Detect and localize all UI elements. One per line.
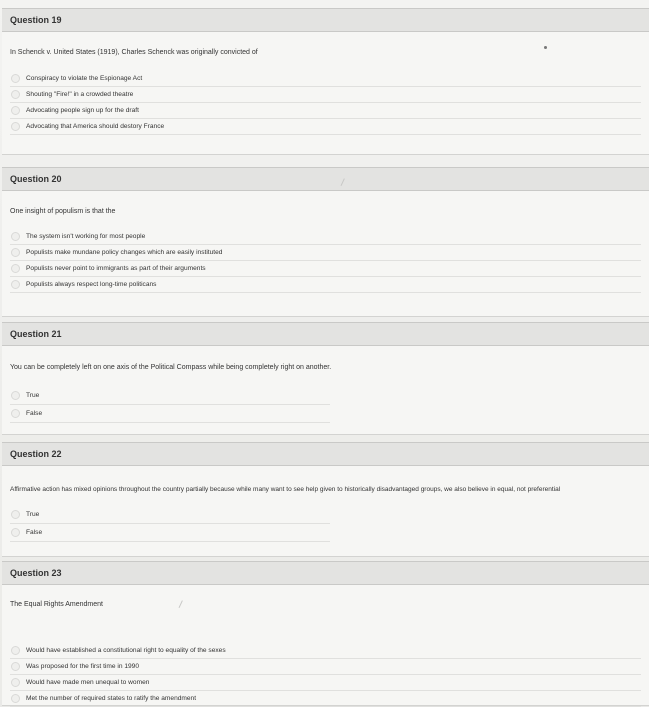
question-20: [2, 167, 649, 317]
answer-option[interactable]: [10, 691, 641, 707]
answer-option[interactable]: [10, 506, 330, 524]
question-prompt: The Equal Rights Amendment: [10, 601, 103, 608]
stray-mark: [179, 600, 187, 609]
radio-button-icon[interactable]: [11, 106, 20, 115]
radio-button-icon[interactable]: [11, 528, 20, 537]
option-label: Would have made men unequal to women: [26, 679, 150, 686]
option-label: Conspiracy to violate the Espionage Act: [26, 75, 143, 82]
option-label: False: [26, 410, 43, 417]
question-body: [2, 346, 649, 435]
answer-option[interactable]: [10, 405, 330, 423]
option-label: The system isn't working for most people: [26, 233, 146, 240]
answer-option[interactable]: [10, 277, 641, 293]
option-label: True: [26, 392, 40, 399]
answer-options: [10, 643, 641, 707]
option-label: Populists always respect long-time politicans: [26, 281, 157, 288]
radio-button-icon[interactable]: [11, 248, 20, 257]
radio-button-icon[interactable]: [11, 74, 20, 83]
question-body: [2, 191, 649, 317]
question-prompt: Affirmative action has mixed opinions throughout the country partially because while many want to see help given to historically disadvantaged groups, we also believe in equal, not preferential: [10, 486, 561, 493]
question-prompt: You can be completely left on one axis of the Political Compass while being completely right on another.: [10, 364, 332, 371]
stray-mark: [544, 46, 547, 49]
question-21: [2, 322, 649, 435]
radio-button-icon[interactable]: [11, 409, 20, 418]
answer-option[interactable]: [10, 643, 641, 659]
radio-button-icon[interactable]: [11, 510, 20, 519]
question-title: Question 19: [2, 8, 649, 32]
answer-options: [10, 71, 641, 135]
option-label: Would have established a constitutional right to equality of the sexes: [26, 647, 226, 654]
question-body: [2, 585, 649, 706]
answer-option[interactable]: [10, 229, 641, 245]
option-label: Advocating people sign up for the draft: [26, 107, 139, 114]
answer-option[interactable]: [10, 245, 641, 261]
option-label: Shouting "Fire!" in a crowded theatre: [26, 91, 134, 98]
option-label: True: [26, 511, 40, 518]
answer-option[interactable]: [10, 659, 641, 675]
option-label: Was proposed for the first time in 1990: [26, 663, 140, 670]
option-label: Populists never point to immigrants as part of their arguments: [26, 265, 206, 272]
answer-option[interactable]: [10, 71, 641, 87]
radio-button-icon[interactable]: [11, 122, 20, 131]
answer-option[interactable]: [10, 119, 641, 135]
radio-button-icon[interactable]: [11, 90, 20, 99]
question-prompt: In Schenck v. United States (1919), Charles Schenck was originally convicted of: [10, 49, 258, 56]
answer-option[interactable]: [10, 387, 330, 405]
question-body: [2, 466, 649, 557]
option-label: Populists make mundane policy changes which are easily instituted: [26, 249, 223, 256]
option-label: Met the number of required states to ratify the amendment: [26, 695, 197, 702]
answer-option[interactable]: [10, 675, 641, 691]
answer-options: [10, 506, 330, 542]
answer-option[interactable]: [10, 103, 641, 119]
radio-button-icon[interactable]: [11, 232, 20, 241]
radio-button-icon[interactable]: [11, 662, 20, 671]
option-label: False: [26, 529, 43, 536]
option-label: Advocating that America should destory France: [26, 123, 165, 130]
answer-option[interactable]: [10, 524, 330, 542]
answer-options: [10, 387, 330, 423]
question-title: Question 21: [2, 322, 649, 346]
question-22: [2, 442, 649, 557]
question-title: Question 20: [2, 167, 649, 191]
question-19: [2, 8, 649, 155]
radio-button-icon[interactable]: [11, 678, 20, 687]
radio-button-icon[interactable]: [11, 391, 20, 400]
question-title: Question 22: [2, 442, 649, 466]
answer-options: [10, 229, 641, 293]
radio-button-icon[interactable]: [11, 280, 20, 289]
question-body: [2, 32, 649, 155]
question-prompt: One insight of populism is that the: [10, 208, 116, 215]
question-title: Question 23: [2, 561, 649, 585]
answer-option[interactable]: [10, 261, 641, 277]
radio-button-icon[interactable]: [11, 694, 20, 703]
question-23: [2, 561, 649, 706]
answer-option[interactable]: [10, 87, 641, 103]
radio-button-icon[interactable]: [11, 646, 20, 655]
radio-button-icon[interactable]: [11, 264, 20, 273]
